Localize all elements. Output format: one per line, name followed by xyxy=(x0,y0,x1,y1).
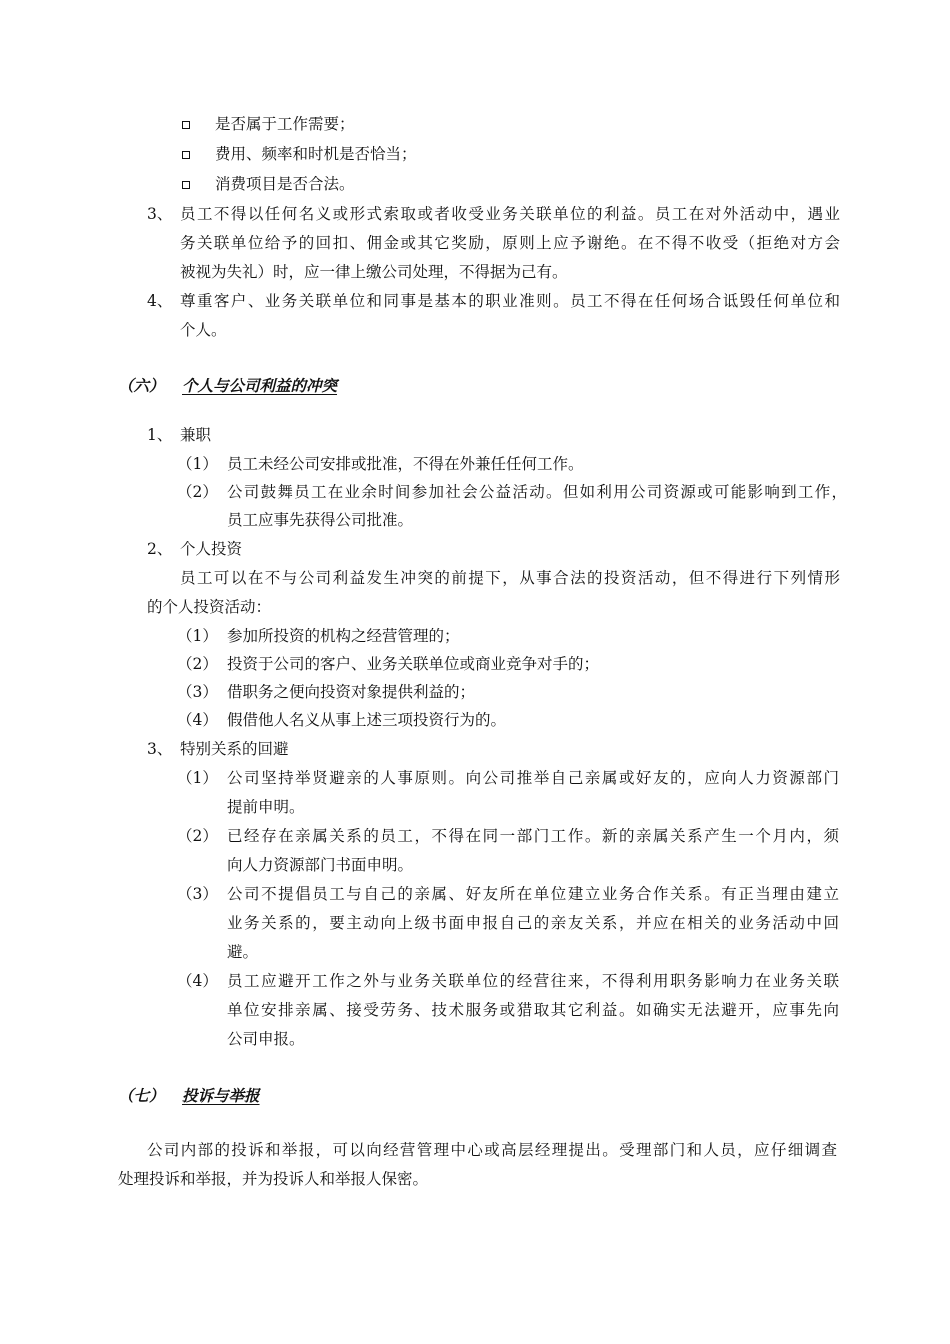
subsection-title: 特别关系的回避 xyxy=(180,740,289,758)
clause-number: （2） xyxy=(177,655,218,673)
checkbox-bullet-icon xyxy=(182,151,190,159)
subsection-title: 兼职 xyxy=(180,426,212,444)
clause-number: （1） xyxy=(177,627,218,645)
item-text-line: 尊重客户、业务关联单位和同事是基本的职业准则。员工不得在任何场合诋毁任何单位和 xyxy=(180,292,840,310)
clause-number: （4） xyxy=(177,711,218,729)
bullet-item: 消费项目是否合法。 xyxy=(215,175,355,193)
clause-text-line: 避。 xyxy=(227,943,259,961)
clause-text-line: 员工应事先获得公司批准。 xyxy=(227,511,414,529)
clause-number: （1） xyxy=(177,455,218,473)
section-title: 投诉与举报 xyxy=(182,1086,260,1105)
clause-text-line: 投资于公司的客户、业务关联单位或商业竞争对手的； xyxy=(227,655,600,673)
clause-text-line: 假借他人名义从事上述三项投资行为的。 xyxy=(227,711,507,729)
bullet-item: 费用、频率和时机是否恰当； xyxy=(215,145,417,163)
clause-number: （3） xyxy=(177,885,218,903)
item-text-line: 务关联单位给予的回扣、佣金或其它奖励，原则上应予谢绝。在不得不收受（拒绝对方会 xyxy=(180,234,840,252)
paragraph-line: 处理投诉和举报，并为投诉人和举报人保密。 xyxy=(118,1170,429,1188)
clause-text-line: 参加所投资的机构之经营管理的； xyxy=(227,627,460,645)
clause-number: （2） xyxy=(177,483,218,501)
clause-text-line: 员工未经公司安排或批准，不得在外兼任任何工作。 xyxy=(227,455,584,473)
paragraph-line: 公司内部的投诉和举报，可以向经营管理中心或高层经理提出。受理部门和人员，应仔细调查 xyxy=(147,1141,837,1159)
clause-text-line: 公司不提倡员工与自己的亲属、好友所在单位建立业务合作关系。有正当理由建立 xyxy=(227,885,839,903)
clause-text-line: 业务关系的，要主动向上级书面申报自己的亲友关系，并应在相关的业务活动中回 xyxy=(227,914,839,932)
clause-text-line: 提前申明。 xyxy=(227,798,305,816)
subsection-number: 3、 xyxy=(147,740,173,758)
clause-number: （3） xyxy=(177,683,218,701)
section-title: 个人与公司利益的冲突 xyxy=(182,376,338,395)
subsection-number: 2、 xyxy=(147,540,173,558)
section-number: （七） xyxy=(118,1086,165,1105)
clause-text-line: 借职务之便向投资对象提供利益的； xyxy=(227,683,476,701)
clause-text-line: 向人力资源部门书面申明。 xyxy=(227,856,414,874)
clause-text-line: 员工应避开工作之外与业务关联单位的经营往来，不得利用职务影响力在业务关联 xyxy=(227,972,839,990)
subsection-number: 1、 xyxy=(147,426,173,444)
paragraph-line: 的个人投资活动： xyxy=(147,598,272,616)
subsection-title: 个人投资 xyxy=(180,540,243,558)
item-text-line: 被视为失礼）时，应一律上缴公司处理，不得据为己有。 xyxy=(180,263,568,281)
section-number: （六） xyxy=(118,376,165,395)
clause-number: （2） xyxy=(177,827,218,845)
clause-number: （4） xyxy=(177,972,218,990)
checkbox-bullet-icon xyxy=(182,121,190,129)
clause-text-line: 单位安排亲属、接受劳务、技术服务或猎取其它利益。如确实无法避开，应事先向 xyxy=(227,1001,839,1019)
clause-number: （1） xyxy=(177,769,218,787)
clause-text-line: 公司坚持举贤避亲的人事原则。向公司推举自己亲属或好友的，应向人力资源部门 xyxy=(227,769,839,787)
clause-text-line: 公司鼓舞员工在业余时间参加社会公益活动。但如利用公司资源或可能影响到工作， xyxy=(227,483,847,501)
clause-text-line: 公司申报。 xyxy=(227,1030,305,1048)
item-number: 4、 xyxy=(147,292,173,310)
item-text-line: 员工不得以任何名义或形式索取或者收受业务关联单位的利益。员工在对外活动中，遇业 xyxy=(180,205,840,223)
bullet-item: 是否属于工作需要； xyxy=(215,115,355,133)
clause-text-line: 已经存在亲属关系的员工，不得在同一部门工作。新的亲属关系产生一个月内，须 xyxy=(227,827,839,845)
item-number: 3、 xyxy=(147,205,173,223)
paragraph-line: 员工可以在不与公司利益发生冲突的前提下，从事合法的投资活动，但不得进行下列情形 xyxy=(180,569,840,587)
checkbox-bullet-icon xyxy=(182,181,190,189)
item-text-line: 个人。 xyxy=(180,321,227,339)
